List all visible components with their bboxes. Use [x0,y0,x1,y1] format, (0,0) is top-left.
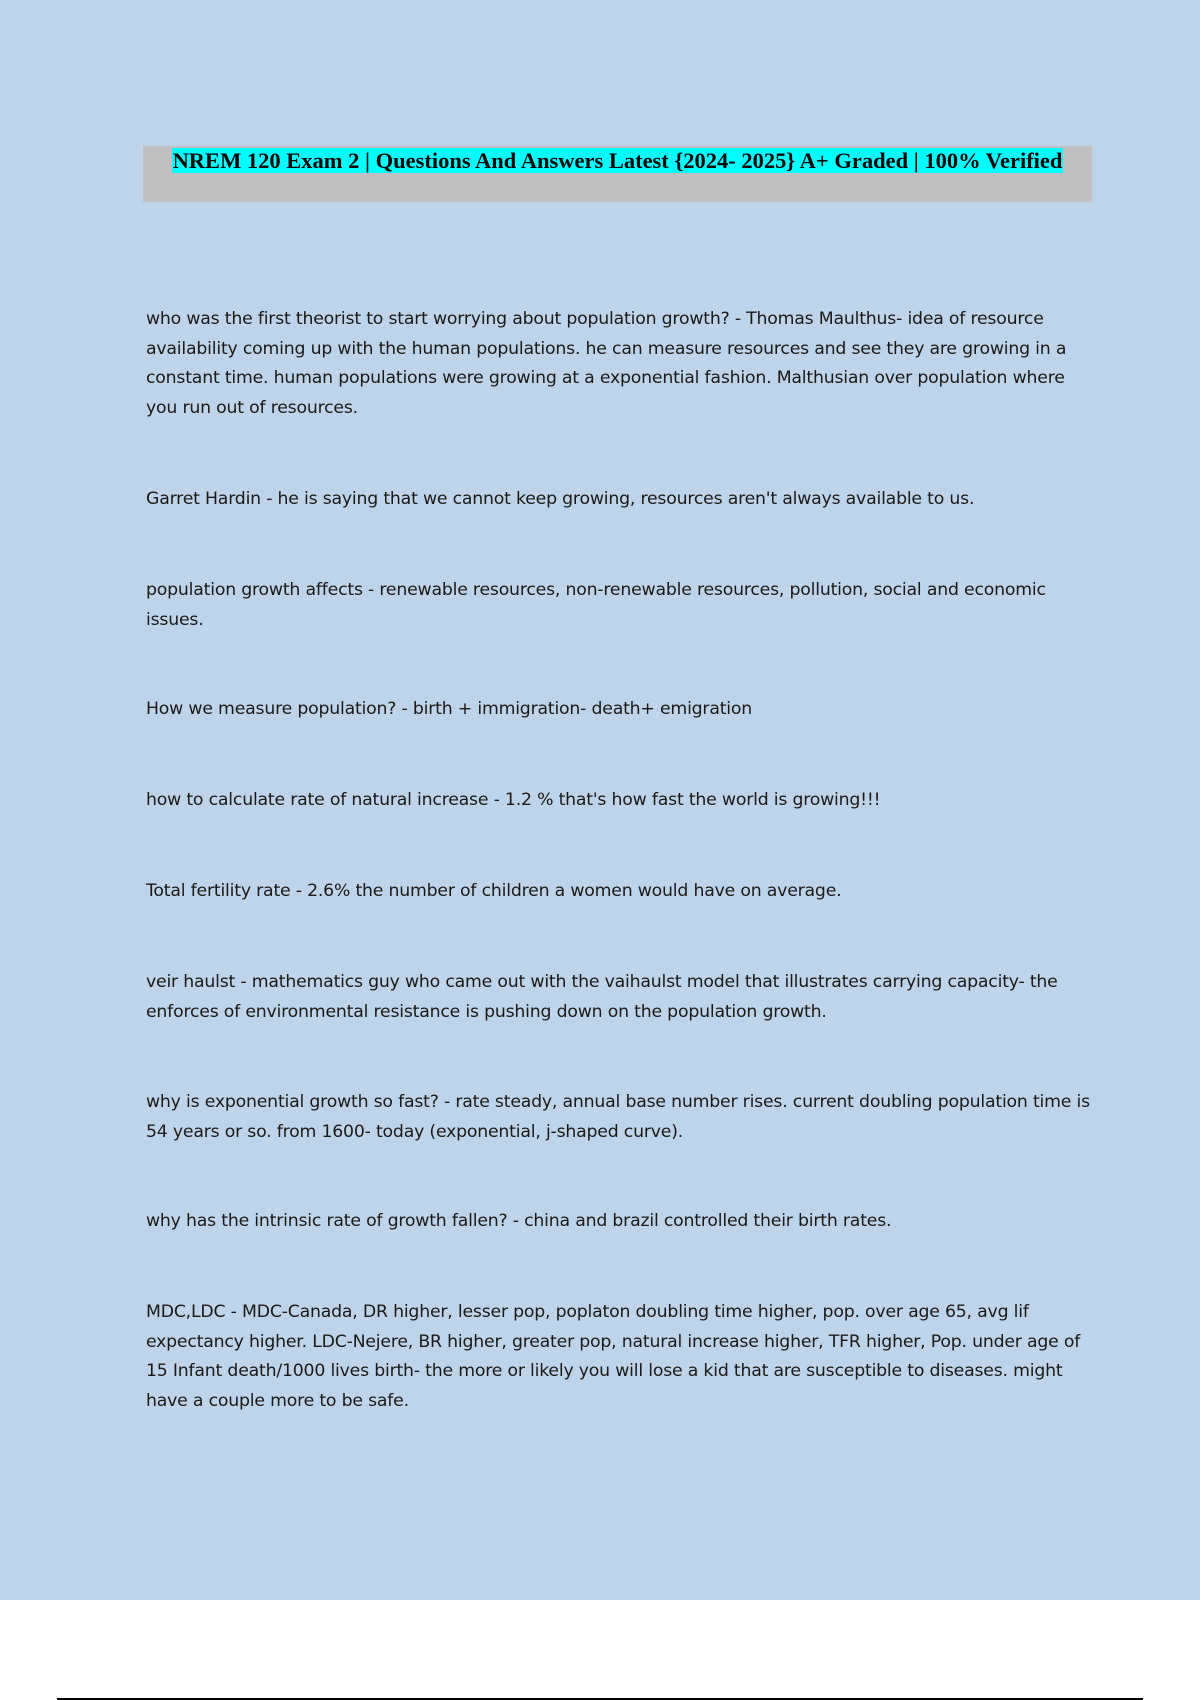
qa-entry-10: MDC,LDC - MDC-Canada, DR higher, lesser pop, poplaton doubling time higher, pop. over age 65, avg lif expectancy higher. LDC-Nejere, BR higher, greater pop, natural increase higher, TFR higher, Pop. under age of 15 Infant death/1000 lives birth- the more or likely you will lose a kid that are susceptible to diseases. might have a couple more to be safe. [146,1302,1081,1411]
qa-entry-8: why is exponential growth so fast? - rate steady, annual base number rises. current doubling population time is 54 years or so. from 1600- today (exponential, j-shaped curve). [146,1092,1090,1142]
document-title: NREM 120 Exam 2 | Questions And Answers Latest {2024- 2025} A+ Graded | 100% Verified [172,148,1063,173]
qa-entry-2: Garret Hardin - he is saying that we cannot keep growing, resources aren't always available to us. [146,489,975,509]
qa-entry-4: How we measure population? - birth + immigration- death+ emigration [146,699,753,719]
qa-entry-9: why has the intrinsic rate of growth fallen? - china and brazil controlled their birth rates. [146,1211,892,1231]
qa-entry-6: Total fertility rate - 2.6% the number of children a women would have on average. [146,881,842,901]
qa-entry-1: who was the first theorist to start worrying about population growth? - Thomas Maulthus- idea of resource availability coming up with the human populations. he can measure resources and see they are growing in a constant time. human populations were growing at a exponential fashion. Malthusian over population where you run out of resources. [146,309,1067,418]
qa-entry-3: population growth affects - renewable resources, non-renewable resources, pollution, social and economic issues. [146,580,1046,630]
qa-entry-5: how to calculate rate of natural increase - 1.2 % that's how fast the world is growing!!! [146,790,881,810]
title-band [143,146,1092,202]
qa-entry-7: veir haulst - mathematics guy who came out with the vaihaulst model that illustrates carrying capacity- the enforces of environmental resistance is pushing down on the population growth. [146,972,1058,1022]
